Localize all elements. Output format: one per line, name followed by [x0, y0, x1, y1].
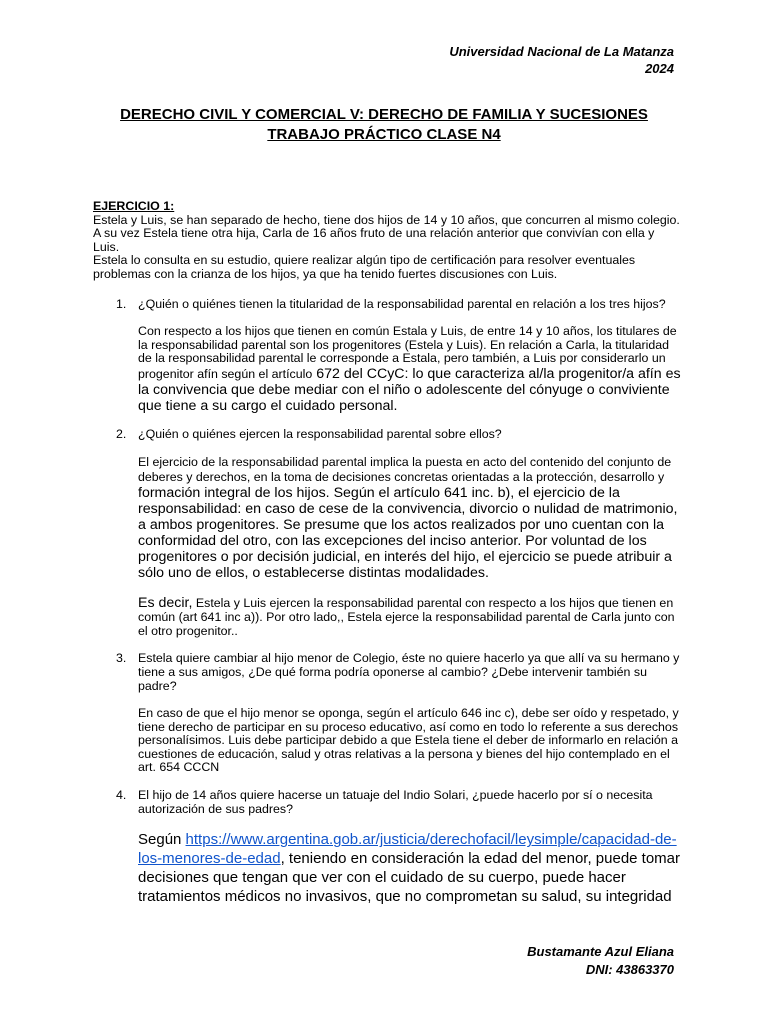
question-number: 1.	[116, 296, 127, 311]
title-line-2: TRABAJO PRÁCTICO CLASE N4	[267, 126, 501, 143]
question-number: 2.	[116, 426, 127, 441]
reference-link[interactable]: https://www.argentina.gob.ar/justicia/derechofacil/leysimple/capacidad-de-los-menores-de-edad	[138, 831, 677, 868]
question-item-2	[93, 428, 683, 638]
question-list	[93, 298, 683, 907]
page-footer	[527, 943, 674, 979]
answer-part: Estela y Luis ejercen la responsabilidad parental con respecto a los hijos que tienen en común (art 641 inc a)). Por otro lado,, Estela ejerce la responsabilidad parental de Carla junto con el otro progenitor..	[138, 596, 675, 638]
question-text: ¿Quién o quiénes ejercen la responsabilidad parental sobre ellos?	[138, 426, 502, 441]
university-name: Universidad Nacional de La Matanza	[449, 44, 674, 59]
exercise-heading: EJERCICIO 1:	[93, 199, 175, 213]
answer-text: En caso de que el hijo menor se oponga, según el artículo 646 inc c), debe ser oído y respetado, y tiene derecho de participar en su proceso educativo, así como en todo lo referente a sus derechos personalísimos. Luis debe participar debido a que Estela tiene el deber de informarlo en relación a cuestiones de educación, salud y otras relativas a la persona y bienes del hijo contemplado en el art. 654 CCCN	[138, 706, 679, 775]
author-name: Bustamante Azul Eliana	[527, 944, 674, 959]
exercise-intro	[93, 214, 683, 282]
answer-text	[138, 830, 683, 906]
question-item-3	[93, 652, 683, 775]
header-year: 2024	[645, 61, 674, 76]
question-text: ¿Quién o quiénes tienen la titularidad de la responsabilidad parental en relación a los tres hijos?	[138, 296, 666, 311]
answer-part: Con respecto a los hijos que tienen en común Estala y Luis, de entre 14 y 10 años, los titulares de la responsabilidad parental son los progenitores (Estela y Luis). En relación a Carla, la titularidad de la responsabilidad parental le corresponde a Estala, pero también, a Luis por considerarlo un progenitor afín según el artículo	[138, 324, 677, 381]
title-line-1: DERECHO CIVIL Y COMERCIAL V: DERECHO DE FAMILIA Y SUCESIONES	[120, 106, 648, 123]
intro-paragraph-1: Estela y Luis, se han separado de hecho, tiene dos hijos de 14 y 10 años, que concurren al mismo colegio. A su vez Estela tiene otra hija, Carla de 16 años fruto de una relación anterior que convivían con ella y Luis.	[93, 212, 680, 254]
document-title	[0, 105, 768, 145]
document-body	[93, 200, 683, 920]
question-text: El hijo de 14 años quiere hacerse un tatuaje del Indio Solari, ¿puede hacerlo por sí o necesita autorización de sus padres?	[138, 788, 653, 816]
question-item-1	[93, 298, 683, 414]
answer-prefix: Según	[138, 831, 186, 849]
question-number: 4.	[116, 788, 127, 803]
answer-text-2	[138, 595, 683, 638]
answer-text	[138, 456, 683, 582]
answer-text	[138, 325, 683, 414]
question-number: 3.	[116, 651, 127, 666]
answer-part-large: formación integral de los hijos. Según el artículo 641 inc. b), el ejercicio de la responsabilidad: en caso de cese de la convivencia, divorcio o nulidad de matrimonio, a ambos progenitores. Se presume que los actos realizados por uno cuentan con la conformidad del otro, con las excepciones del inciso anterior. Por voluntad de los progenitores o por decisión judicial, en interés del hijo, el ejercicio se puede atribuir a sólo uno de ellos, o establecerse distintas modalidades.	[138, 485, 678, 582]
answer-part-large: Es decir,	[138, 595, 193, 612]
page-header	[449, 43, 674, 77]
question-text: Estela quiere cambiar al hijo menor de Colegio, éste no quiere hacerlo ya que allí va su hermano y tiene a sus amigos, ¿De qué forma podría oponerse al cambio? ¿Debe intervenir también su padre?	[138, 651, 680, 693]
author-dni: DNI: 43863370	[585, 962, 674, 977]
intro-paragraph-2: Estela lo consulta en su estudio, quiere realizar algún tipo de certificación para resolver eventuales problemas con la crianza de los hijos, ya que ha tenido fuertes discusiones con Luis.	[93, 253, 636, 281]
answer-part-large: 672 del CCyC: lo que caracteriza al/la progenitor/a afín es la convivencia que debe mediar con el niño o adolescente del cónyuge o conviviente que tiene a su cargo el cuidado personal.	[138, 365, 681, 414]
answer-rest: , teniendo en consideración la edad del menor, puede tomar decisiones que tengan que ver con el cuidado de su cuerpo, puede hacer tratamientos médicos no invasivos, que no comprometan su salud, su integridad	[138, 850, 681, 906]
question-item-4	[93, 789, 683, 906]
answer-part: El ejercicio de la responsabilidad parental implica la puesta en acto del contenido del conjunto de deberes y derechos, en la toma de decisiones concretas orientadas a la protección, desarrollo y	[138, 454, 672, 485]
